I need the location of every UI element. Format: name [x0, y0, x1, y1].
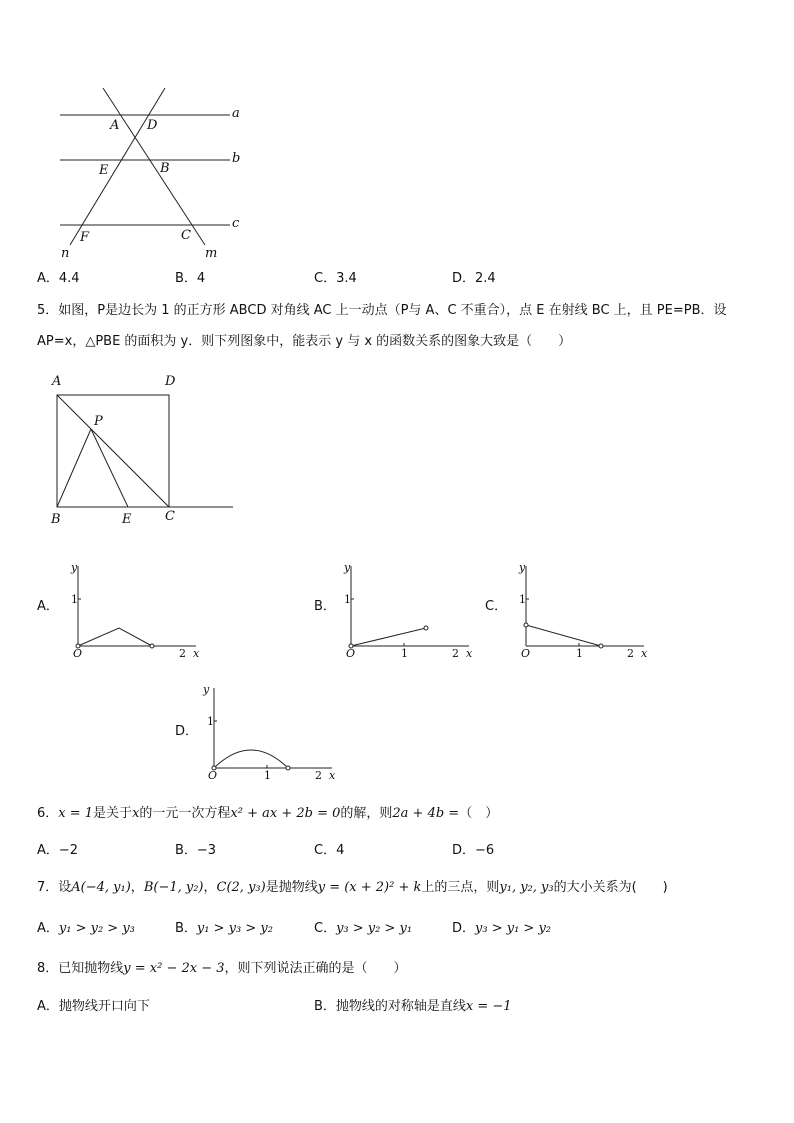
q6-var-x: x [132, 806, 140, 821]
q5-graph-d[interactable] [198, 682, 348, 782]
axis-origin-label: O [521, 647, 531, 660]
q4-figure [55, 100, 255, 265]
q5-graph-b-plot [335, 560, 485, 660]
q7-text1: 是抛物线 [265, 880, 318, 895]
axis-tick-2: 2 [452, 647, 459, 660]
q7-parabola-eq: y = (x + 2)² + k [317, 880, 422, 895]
axis-tick-1-x: 1 [401, 647, 408, 660]
axis-tick-1-y: 1 [519, 593, 526, 606]
q7-option-a[interactable] [37, 920, 135, 938]
label-a: a [232, 106, 240, 121]
axis-y-label: y [203, 683, 210, 696]
q6-stem [37, 805, 498, 823]
q6-option-c[interactable]: C．4 [314, 843, 345, 858]
q7-point-c: C(2, y₃) [216, 880, 266, 895]
q7-option-c-letter: C． [314, 921, 337, 936]
q6-option-a[interactable]: A．−2 [37, 843, 79, 858]
axis-tick-2: 2 [315, 769, 322, 782]
axis-tick-1-y: 1 [71, 593, 78, 606]
q7-option-c[interactable] [314, 920, 412, 938]
q7-point-a: A(−4, y₁) [71, 880, 131, 895]
q5-square-figure [45, 370, 245, 530]
label-n: n [61, 246, 70, 261]
q7-text2: 上的三点，则 [421, 880, 500, 895]
label-sq-C: C [165, 509, 175, 524]
label-sq-A: A [52, 374, 62, 389]
q6-text2: 的一元一次方程 [139, 806, 231, 821]
axis-tick-1-y: 1 [207, 715, 214, 728]
label-sq-P: P [94, 414, 103, 429]
label-sq-E: E [122, 512, 132, 527]
q7-option-d-math: y₃ > y₁ > y₂ [475, 921, 551, 936]
q6-eq-x1: x = 1 [58, 806, 94, 821]
q4-option-a[interactable]: A．4.4 [37, 271, 80, 286]
q7-sep2: ， [203, 880, 217, 895]
q6-text3: 的解，则 [340, 806, 393, 821]
q7-option-a-letter: A． [37, 921, 59, 936]
q5-square-diagram [45, 370, 245, 530]
q4-option-b[interactable]: B．4 [175, 271, 206, 286]
q5-graph-option-b-label[interactable]: B． [314, 599, 336, 614]
axis-tick-1-y: 1 [344, 593, 351, 606]
q5-graph-option-a-label[interactable]: A． [37, 599, 59, 614]
axis-y-label: y [344, 561, 351, 574]
label-C: C [181, 228, 191, 243]
q8-option-b[interactable] [314, 998, 512, 1016]
label-D: D [147, 118, 158, 133]
axis-tick-1-x: 1 [264, 769, 271, 782]
q6-text4: （ ） [459, 806, 499, 821]
axis-tick-1-x: 1 [576, 647, 583, 660]
q5-graph-a[interactable] [62, 560, 212, 660]
q7-option-b-letter: B． [175, 921, 197, 936]
q6-number: 6． [37, 806, 59, 821]
q7-sep1: ， [130, 880, 144, 895]
q5-graph-option-d-label[interactable]: D． [175, 724, 199, 739]
q7-option-b-math: y₁ > y₃ > y₂ [196, 921, 273, 936]
q8-text0: 8．已知抛物线 [37, 961, 124, 976]
q6-eq-expression: 2a + 4b = [392, 806, 460, 821]
q6-eq-quadratic: x² + ax + 2b = 0 [230, 806, 341, 821]
q5-graph-d-plot [198, 682, 348, 782]
q6-option-b[interactable]: B．−3 [175, 843, 217, 858]
label-m: m [205, 246, 218, 261]
q8-option-a[interactable]: A．抛物线开口向下 [37, 999, 150, 1014]
q5-graph-a-plot [62, 560, 212, 660]
axis-y-label: y [71, 561, 78, 574]
q8-option-b-math: x = −1 [465, 999, 512, 1014]
q8-option-b-text: B．抛物线的对称轴是直线 [314, 999, 466, 1014]
q6-text1: 是关于 [93, 806, 133, 821]
axis-y-label: y [519, 561, 526, 574]
q6-option-d[interactable]: D．−6 [452, 843, 495, 858]
q5-graph-option-c-label[interactable]: C． [485, 599, 508, 614]
axis-x-label: x [193, 647, 200, 660]
label-F: F [80, 230, 90, 245]
label-E: E [99, 163, 109, 178]
q7-point-b: B(−1, y₂) [143, 880, 204, 895]
axis-tick-2: 2 [627, 647, 634, 660]
label-B: B [160, 161, 170, 176]
label-c: c [232, 216, 240, 231]
q8-parabola-eq: y = x² − 2x − 3 [123, 961, 225, 976]
q8-text1: ，则下列说法正确的是（ ） [224, 961, 407, 976]
q7-option-c-math: y₃ > y₂ > y₁ [336, 921, 413, 936]
axis-tick-2: 2 [179, 647, 186, 660]
label-A: A [110, 118, 120, 133]
q7-vars: y₁, y₂, y₃ [499, 880, 554, 895]
q7-stem [37, 879, 668, 897]
q5-graph-b[interactable] [335, 560, 485, 660]
q7-text0: 7．设 [37, 880, 72, 895]
q5-stem-line2: AP=x，△PBE 的面积为 y．则下列图象中，能表示 y 与 x 的函数关系的图象大致是（ ） [37, 334, 572, 349]
q5-graph-c-plot [510, 560, 660, 660]
q4-option-c[interactable]: C．3.4 [314, 271, 357, 286]
q7-option-d-letter: D． [452, 921, 476, 936]
label-sq-D: D [165, 374, 176, 389]
axis-x-label: x [329, 769, 336, 782]
q7-option-b[interactable] [175, 920, 273, 938]
q5-graph-c[interactable] [510, 560, 660, 660]
q7-text3: 的大小关系为( ) [553, 880, 668, 895]
q5-stem-line1: 5．如图，P是边长为 1 的正方形 ABCD 对角线 AC 上一动点（P与 A、C 不重合），点 E 在射线 BC 上，且 PE=PB．设 [37, 303, 727, 318]
q7-option-d[interactable] [452, 920, 551, 938]
axis-origin-label: O [208, 769, 218, 782]
axis-origin-label: O [73, 647, 83, 660]
label-sq-B: B [51, 512, 61, 527]
q8-stem [37, 960, 407, 978]
q4-option-d[interactable]: D．2.4 [452, 271, 496, 286]
axis-x-label: x [466, 647, 473, 660]
label-b: b [232, 151, 241, 166]
axis-origin-label: O [346, 647, 356, 660]
q7-option-a-math: y₁ > y₂ > y₃ [58, 921, 135, 936]
axis-x-label: x [641, 647, 648, 660]
